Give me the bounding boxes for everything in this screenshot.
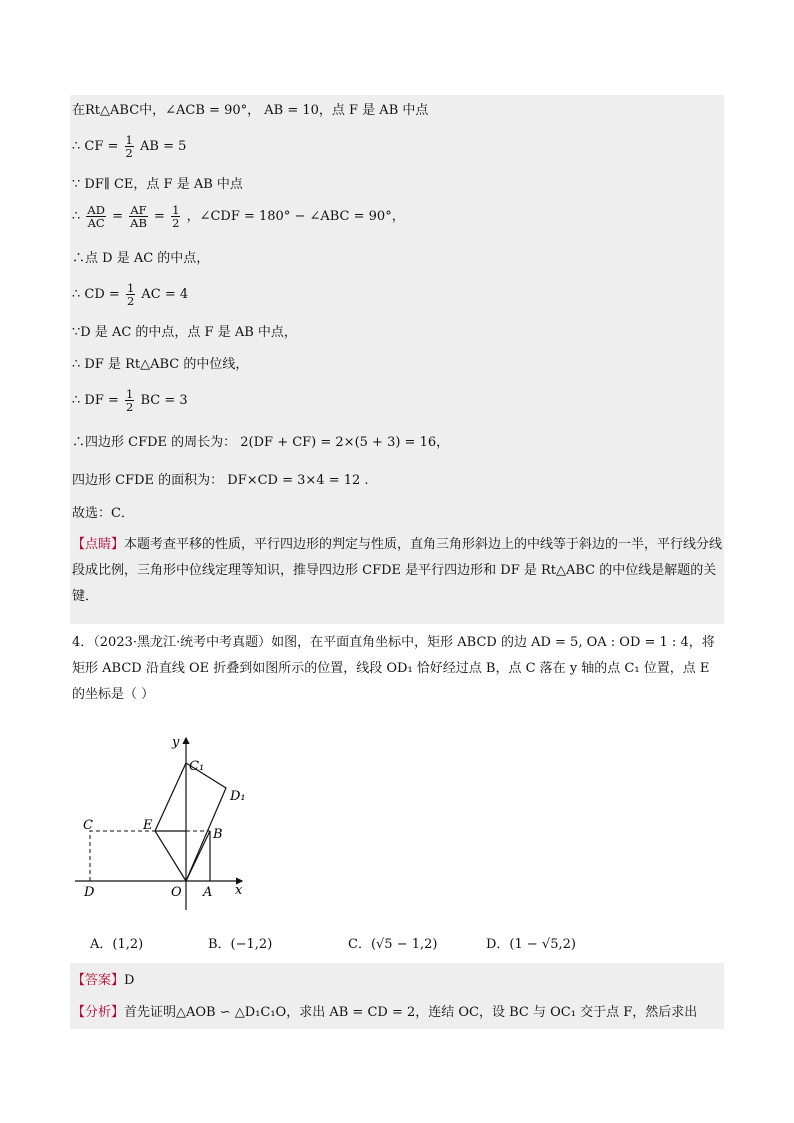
frac-den: AB bbox=[130, 216, 147, 230]
coordinate-figure bbox=[70, 730, 270, 910]
solution-line-7: ∵D 是 AC 的中点，点 F 是 AB 中点， bbox=[72, 325, 297, 340]
solution-line-6 bbox=[72, 282, 188, 307]
frac-den: 2 bbox=[126, 400, 134, 414]
fraction-half bbox=[125, 134, 134, 159]
segment-ob bbox=[186, 831, 210, 881]
l2-pre: ∴ CF = bbox=[72, 139, 119, 154]
solution-line-1: 在Rt△ABC中，∠ACB = 90°， AB = 10，点 F 是 AB 中点 bbox=[72, 103, 429, 118]
analysis-text: 首先证明△AOB ∽ △D₁C₁O，求出 AB = CD = 2，连结 OC，设 BC 与 OC₁ 交于点 F，然后求出 bbox=[124, 1005, 698, 1020]
analysis-line bbox=[72, 1004, 697, 1022]
solution-line-3: ∵ DF∥ CE，点 F 是 AB 中点 bbox=[72, 177, 243, 192]
label-c1: C₁ bbox=[189, 759, 205, 774]
l2-post: AB = 5 bbox=[140, 139, 187, 154]
label-a: A bbox=[203, 885, 213, 900]
comment-tag: 【点睛】 bbox=[72, 537, 125, 552]
l4-pre: ∴ bbox=[72, 209, 81, 224]
solution-line-11: 四边形 CFDE 的面积为： DF×CD = 3×4 = 12 . bbox=[72, 473, 369, 488]
frac-num: 1 bbox=[126, 387, 134, 401]
solution-line-10: ∴四边形 CFDE 的周长为： 2(DF + CF) = 2×(5 + 3) = 16， bbox=[72, 435, 450, 450]
fraction-ad-ac bbox=[86, 204, 106, 229]
answer-tag: 【答案】 bbox=[72, 973, 125, 988]
question-source: （2023·黑龙江·统考中考真题） bbox=[93, 635, 272, 650]
frac-num: 1 bbox=[126, 281, 135, 295]
frac-num: AF bbox=[130, 203, 147, 217]
solution-line-5: ∴点 D 是 AC 的中点， bbox=[72, 251, 210, 266]
option-a[interactable]: A．(1,2) bbox=[90, 937, 144, 952]
option-c[interactable]: C．(√5 − 1,2) bbox=[348, 937, 438, 952]
l6-pre: ∴ CD = bbox=[72, 287, 120, 302]
solution-line-4 bbox=[72, 204, 405, 229]
frac-den: 2 bbox=[172, 216, 180, 230]
solution-line-12: 故选：C． bbox=[72, 506, 134, 521]
analysis-tag: 【分析】 bbox=[72, 1005, 125, 1020]
comment-text: 本题考查平移的性质，平行四边形的判定与性质，直角三角形斜边上的中线等于斜边的一半，平行线分线段成比例，三角形中位线定理等知识，推导四边形 CFDE 是平行四边形和 DF 是 Rt△ABC 的中位线是解题的关键． bbox=[72, 537, 723, 604]
frac-num: AD bbox=[87, 203, 105, 217]
l9-post: BC = 3 bbox=[140, 393, 188, 408]
label-x: x bbox=[235, 883, 243, 898]
fraction-half bbox=[125, 388, 134, 413]
label-e: E bbox=[143, 818, 153, 833]
frac-den: 2 bbox=[126, 294, 135, 308]
label-d: D bbox=[84, 885, 95, 900]
frac-den: AC bbox=[87, 216, 105, 230]
l9-pre: ∴ DF = bbox=[72, 393, 119, 408]
label-o: O bbox=[171, 885, 182, 900]
solution-line-9 bbox=[72, 388, 188, 413]
folded-quad bbox=[155, 763, 226, 881]
label-b: B bbox=[213, 827, 223, 842]
frac-den: 2 bbox=[125, 146, 133, 160]
l4-post: ，∠CDF = 180° − ∠ABC = 90°， bbox=[186, 209, 405, 224]
frac-num: 1 bbox=[172, 203, 180, 217]
label-c: C bbox=[83, 818, 93, 833]
l4-eq: = bbox=[154, 209, 165, 224]
answer-line bbox=[72, 972, 134, 990]
dashed-rect bbox=[90, 831, 186, 881]
question-4 bbox=[72, 630, 724, 708]
fraction-af-ab bbox=[129, 204, 148, 229]
l6-post: AC = 4 bbox=[141, 287, 189, 302]
solution-line-2 bbox=[72, 134, 186, 159]
fraction-half bbox=[171, 204, 180, 229]
label-d1: D₁ bbox=[230, 789, 246, 804]
solution-line-8: ∴ DF 是 Rt△ABC 的中位线， bbox=[72, 357, 249, 372]
option-b[interactable]: B．(−1,2) bbox=[208, 937, 273, 952]
option-d[interactable]: D．(1 − √5,2) bbox=[486, 937, 576, 952]
question-text: 如图，在平面直角坐标中，矩形 ABCD 的边 AD = 5, OA : OD = 1 : 4，将矩形 ABCD 沿直线 OE 折叠到如图所示的位置，线段 OD₁ 恰好经过点 B，点 C 落在 y 轴的点 C₁ 位置，点 E 的坐标是（ ） bbox=[72, 635, 715, 702]
l4-mid: = bbox=[112, 209, 123, 224]
question-number: 4． bbox=[72, 635, 94, 650]
frac-num: 1 bbox=[125, 133, 133, 147]
fraction-half bbox=[126, 282, 135, 307]
answer-value: D bbox=[124, 973, 135, 988]
label-y: y bbox=[172, 735, 180, 750]
comment-paragraph bbox=[72, 532, 724, 610]
